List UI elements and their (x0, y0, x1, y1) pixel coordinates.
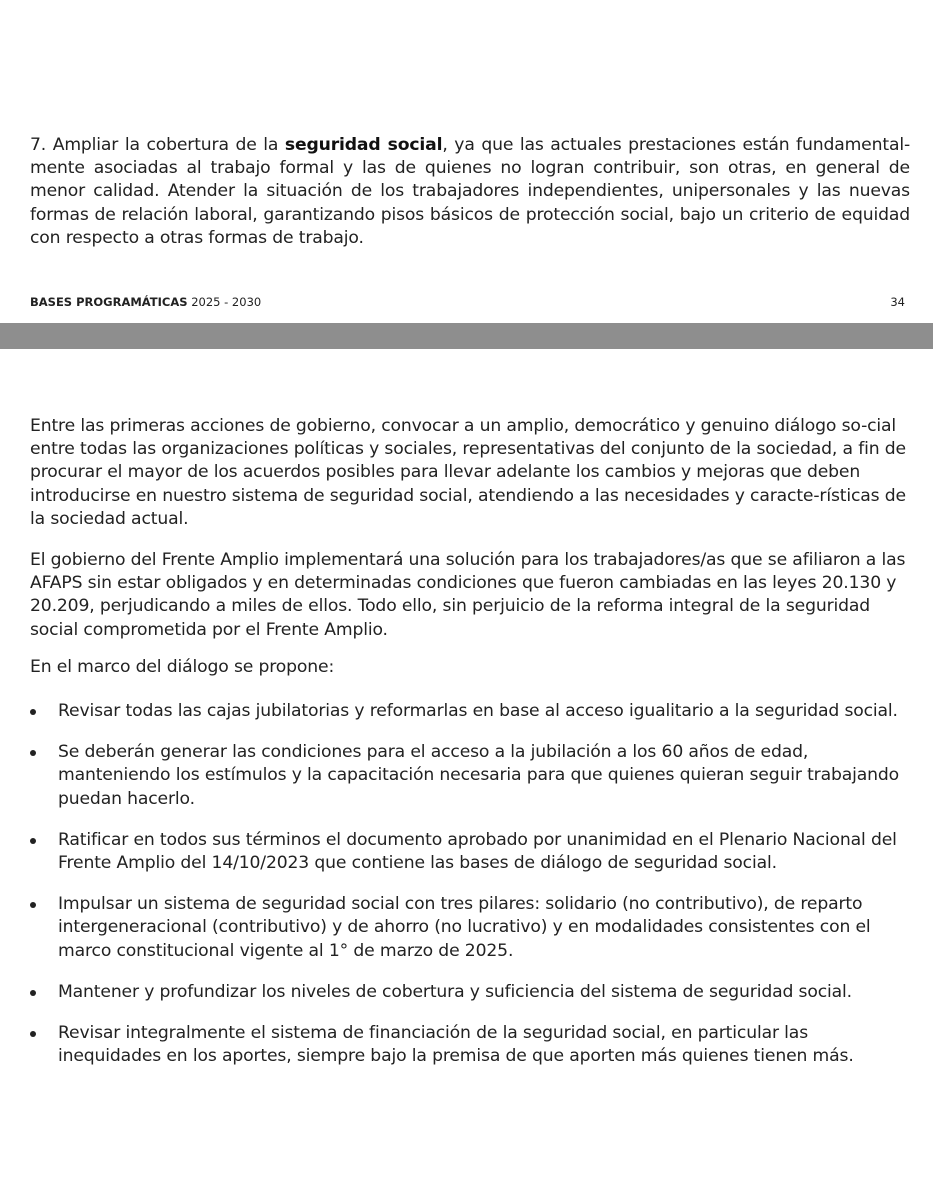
proposal-bullet-list (30, 700, 910, 1068)
footer-document-title: BASES PROGRAMÁTICAS (30, 295, 188, 309)
proposal-bullet-item: Ratificar en todos sus términos el documento aprobado por unanimidad en el Plenario Nacional del Frente Amplio del 14/10/2023 que contiene las bases de diálogo de seguridad social. (30, 829, 910, 875)
frente-amplio-paragraph: El gobierno del Frente Amplio implementará una solución para los trabajadores/as que se afiliaron a las AFAPS sin estar obligados y en determinadas condiciones que fueron cambiadas en las leyes 20.130 y 20.209, perjudicando a miles de ellos. Todo ello, sin perjuicio de la reforma integral de la seguridad social comprometida por el Frente Amplio. (30, 550, 906, 640)
footer-document-years: 2025 - 2030 (187, 295, 262, 309)
dialogue-intro-paragraph: Entre las primeras acciones de gobierno, convocar a un amplio, democrático y genuino diálogo so-cial entre todas las organizaciones políticas y sociales, representativas del conjunto de la sociedad, a fin de procurar el mayor de los acuerdos posibles para llevar adelante los cambios y mejoras que deben introducirse en nuestro sistema de seguridad social, atendiendo a las necesidades y caracte-rísticas de la sociedad actual. (30, 416, 906, 529)
proposal-bullet-item: Se deberán generar las condiciones para el acceso a la jubilación a los 60 años de edad, manteniendo los estímulos y la capacitación necesaria para que quienes quieran seguir trabajando puedan hacerlo. (30, 741, 910, 811)
section-7-bold-term: seguridad social (284, 135, 443, 155)
page-number: 34 (890, 295, 905, 309)
section-7-prefix: 7. Ampliar la cobertura de la (30, 135, 285, 155)
dialogue-framework-heading: En el marco del diálogo se propone: (30, 657, 335, 677)
proposal-bullet-item: Revisar integralmente el sistema de financiación de la seguridad social, en particular las inequidades en los aportes, siempre bajo la premisa de que aporten más quienes tienen más. (30, 1022, 910, 1068)
section-7-text: , ya que las actuales prestaciones están fundamental-mente asociadas al trabajo formal y las de quienes no logran contribuir, son otras, en general de menor calidad. Atender la situación de los trabajadores independientes, unipersonales y las nuevas formas de relación laboral, garantizando pisos básicos de protección social, bajo un criterio de equidad con respecto a otras formas de trabajo. (30, 135, 910, 248)
proposal-bullet-item: Impulsar un sistema de seguridad social con tres pilares: solidario (no contributivo), de reparto intergeneracional (contributivo) y de ahorro (no lucrativo) y en modalidades consistentes con el marco constitucional vigente al 1° de marzo de 2025. (30, 893, 910, 963)
page-footer (30, 294, 261, 310)
section-7-paragraph (30, 134, 910, 250)
proposal-bullet-item: Revisar todas las cajas jubilatorias y reformarlas en base al acceso igualitario a la seguridad social. (30, 700, 910, 723)
proposal-bullet-item: Mantener y profundizar los niveles de cobertura y suficiencia del sistema de seguridad social. (30, 981, 910, 1004)
page-break-divider (0, 323, 933, 349)
